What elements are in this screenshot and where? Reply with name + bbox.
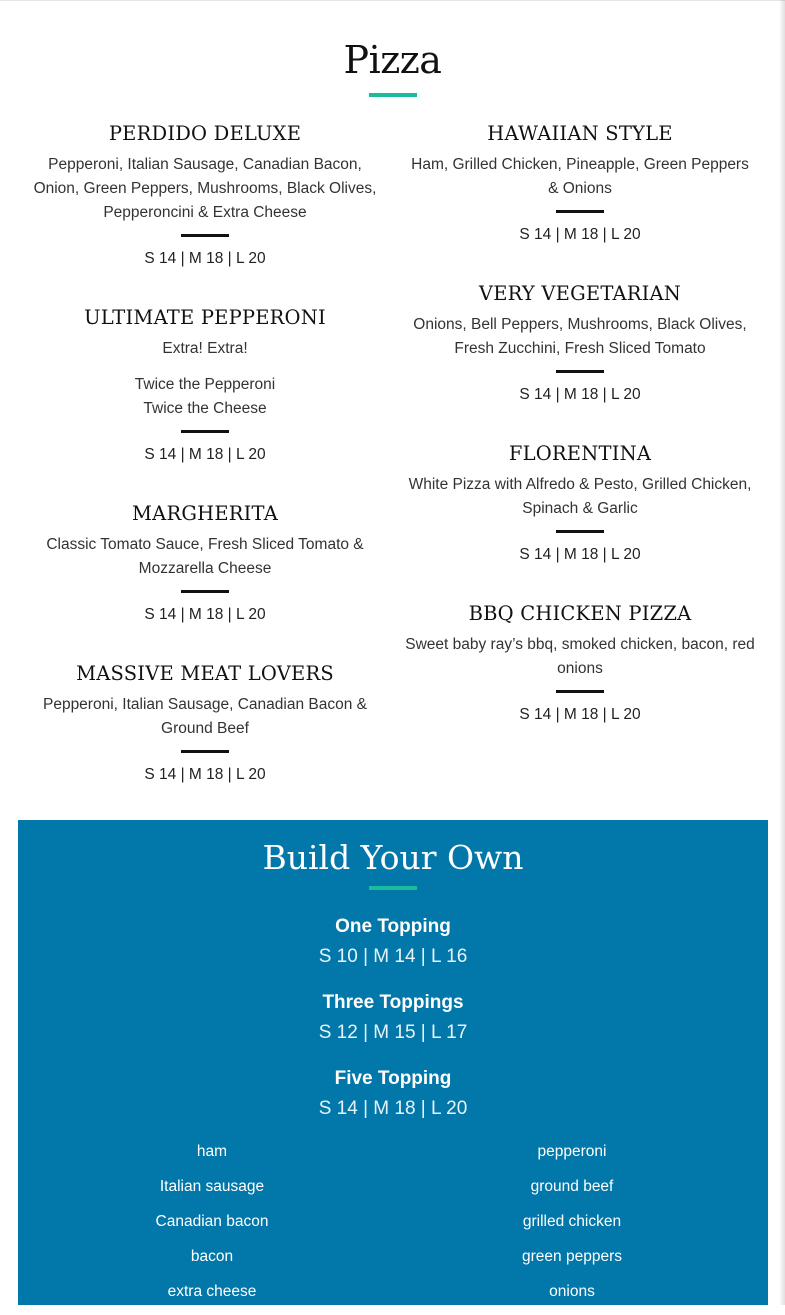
menu-item-ultimate-pepperoni xyxy=(30,306,380,467)
tier-one-topping xyxy=(18,915,768,971)
item-description: Pepperoni, Italian Sausage, Canadian Bacon & Ground Beef xyxy=(42,696,367,737)
tier-name: One Topping xyxy=(335,916,451,937)
item-price: S 14 | M 18 | L 20 xyxy=(519,546,641,563)
menu-item-massive-meat-lovers xyxy=(30,662,380,787)
item-name: VERY VEGETARIAN xyxy=(478,282,682,305)
tier-price: S 12 | M 15 | L 17 xyxy=(318,1022,468,1043)
topping-item: Italian sausage xyxy=(159,1178,265,1195)
title-accent-bar xyxy=(369,93,417,97)
item-name: FLORENTINA xyxy=(508,442,652,465)
item-description: Onions, Bell Peppers, Mushrooms, Black Olives, Fresh Zucchini, Fresh Sliced Tomato xyxy=(413,316,747,357)
item-description: White Pizza with Alfredo & Pesto, Grilled Chicken, Spinach & Garlic xyxy=(408,476,752,517)
tier-name: Five Topping xyxy=(334,1068,452,1089)
build-your-own-title: Build Your Own xyxy=(262,838,524,877)
topping-item: bacon xyxy=(190,1248,234,1265)
item-divider xyxy=(181,750,229,753)
item-price: S 14 | M 18 | L 20 xyxy=(519,386,641,403)
item-price: S 14 | M 18 | L 20 xyxy=(144,446,266,463)
item-name: MARGHERITA xyxy=(132,502,278,525)
menu-item-hawaiian-style xyxy=(405,122,755,247)
topping-item: extra cheese xyxy=(167,1283,257,1300)
item-price: S 14 | M 18 | L 20 xyxy=(144,250,266,267)
item-description: Classic Tomato Sauce, Fresh Sliced Tomato & Mozzarella Cheese xyxy=(46,536,364,577)
menu-item-perdido-deluxe xyxy=(30,122,380,271)
tier-price: S 14 | M 18 | L 20 xyxy=(318,1098,468,1119)
item-description-secondary: Twice the Pepperoni Twice the Cheese xyxy=(134,376,276,417)
item-divider xyxy=(556,690,604,693)
menu-column-left xyxy=(30,122,380,787)
item-description: Sweet baby ray’s bbq, smoked chicken, bacon, red onions xyxy=(405,636,755,677)
menu-item-florentina xyxy=(405,442,755,567)
menu-item-margherita xyxy=(30,502,380,627)
menu-column-right xyxy=(405,122,755,727)
topping-item: ham xyxy=(196,1143,228,1160)
menu-item-bbq-chicken-pizza xyxy=(405,602,755,727)
item-divider xyxy=(181,234,229,237)
item-price: S 14 | M 18 | L 20 xyxy=(519,226,641,243)
item-name: MASSIVE MEAT LOVERS xyxy=(76,662,334,685)
page-edge-shadow xyxy=(779,0,785,1305)
item-description: Ham, Grilled Chicken, Pineapple, Green Peppers & Onions xyxy=(411,156,749,197)
item-name: PERDIDO DELUXE xyxy=(108,122,302,145)
topping-item: green peppers xyxy=(522,1248,622,1265)
topping-item: pepperoni xyxy=(537,1143,607,1160)
tier-name: Three Toppings xyxy=(322,992,464,1013)
item-divider xyxy=(181,430,229,433)
top-border xyxy=(0,0,785,1)
topping-item: ground beef xyxy=(530,1178,614,1195)
tier-five-topping xyxy=(18,1067,768,1123)
item-divider xyxy=(556,530,604,533)
item-name: ULTIMATE PEPPERONI xyxy=(84,306,326,329)
item-divider xyxy=(181,590,229,593)
topping-item: grilled chicken xyxy=(522,1213,622,1230)
item-price: S 14 | M 18 | L 20 xyxy=(144,606,266,623)
item-name: BBQ CHICKEN PIZZA xyxy=(468,602,692,625)
item-divider xyxy=(556,210,604,213)
topping-item: onions xyxy=(549,1283,595,1300)
tier-price: S 10 | M 14 | L 16 xyxy=(318,946,468,967)
build-your-own-panel xyxy=(18,820,768,1305)
build-title-accent-bar xyxy=(369,886,417,890)
item-description: Extra! Extra! xyxy=(162,340,248,357)
topping-item: Canadian bacon xyxy=(155,1213,269,1230)
tier-three-toppings xyxy=(18,991,768,1047)
item-divider xyxy=(556,370,604,373)
item-price: S 14 | M 18 | L 20 xyxy=(144,766,266,783)
toppings-list-right xyxy=(442,1140,702,1315)
pizza-section-title: Pizza xyxy=(343,38,442,82)
item-description: Pepperoni, Italian Sausage, Canadian Bacon, Onion, Green Peppers, Mushrooms, Black Olives, Pepperoncini & Extra Cheese xyxy=(33,156,377,221)
toppings-list-left xyxy=(82,1140,342,1315)
item-price: S 14 | M 18 | L 20 xyxy=(519,706,641,723)
menu-item-very-vegetarian xyxy=(405,282,755,407)
item-name: HAWAIIAN STYLE xyxy=(487,122,673,145)
